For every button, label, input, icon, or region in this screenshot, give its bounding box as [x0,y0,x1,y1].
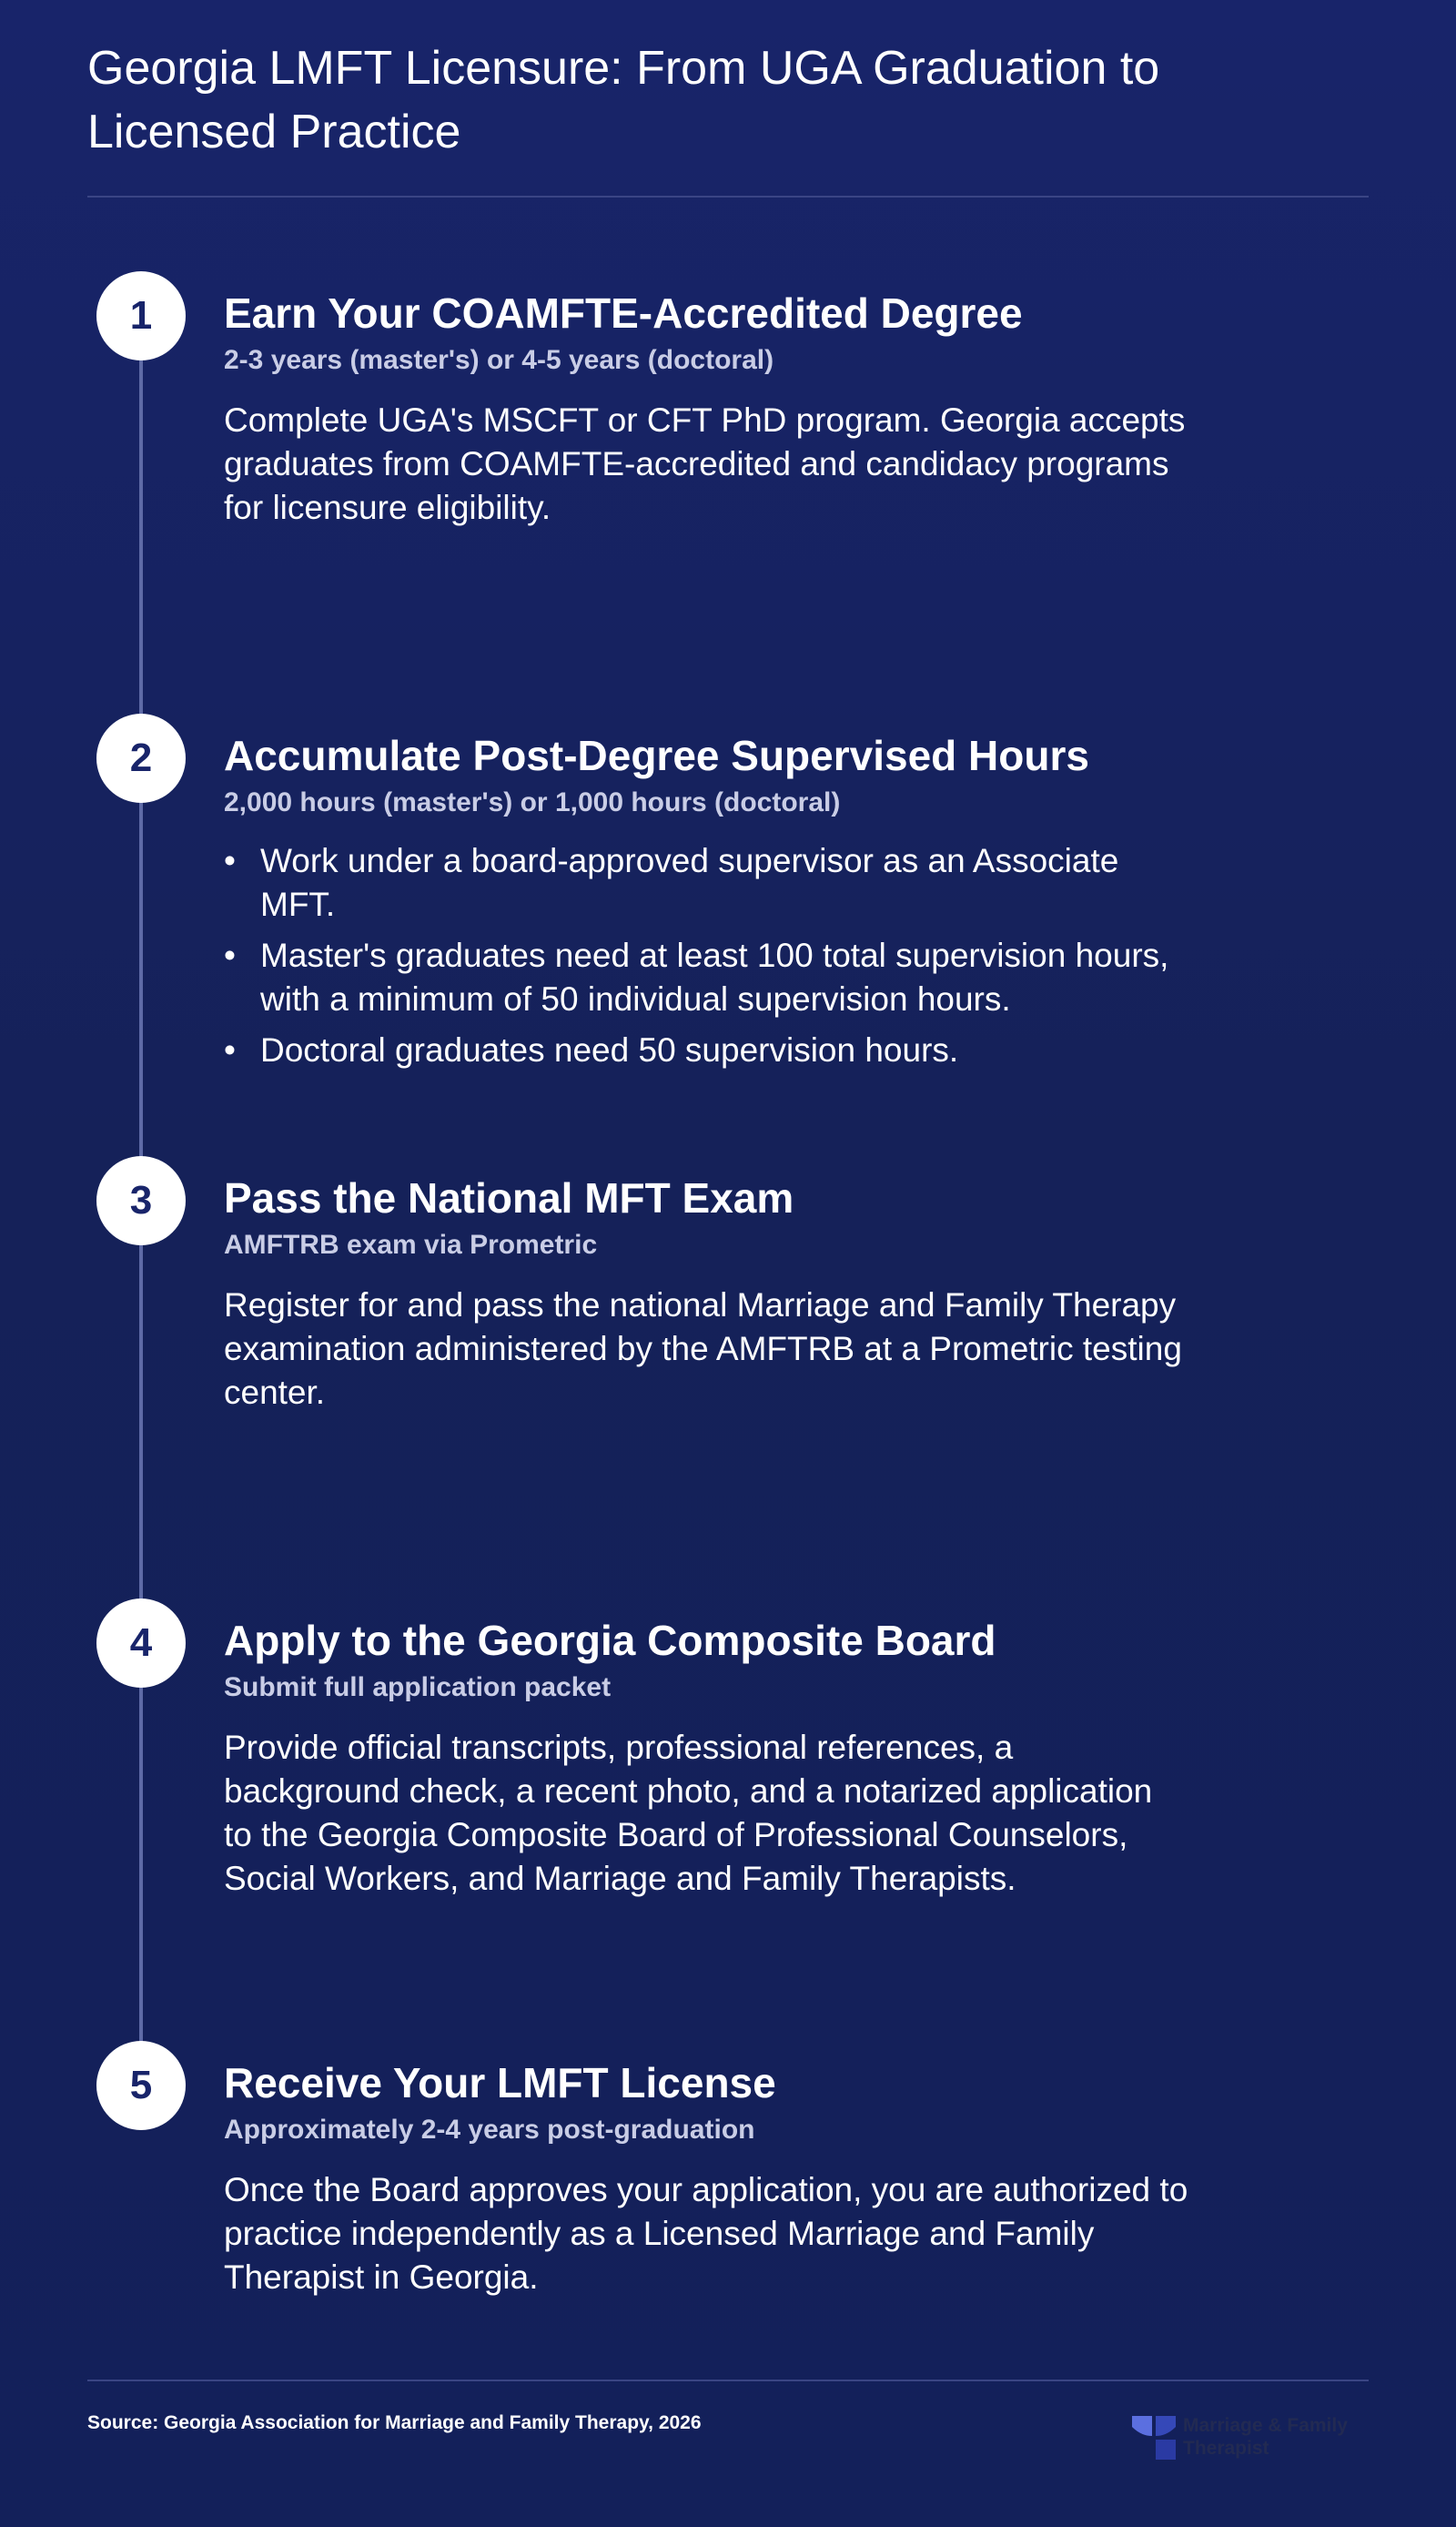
step-number-badge: 5 [96,2041,186,2130]
step-duration: 2,000 hours (master's) or 1,000 hours (doctoral) [224,787,841,817]
logo-text: Marriage & Family Therapist [1183,2415,1348,2459]
step-title: Apply to the Georgia Composite Board [224,1617,996,1664]
list-item-text: Master's graduates need at least 100 total supervision hours, with a minimum of 50 individual supervision hours. [260,937,1169,1018]
step-number-badge: 2 [96,714,186,803]
bullet-icon: • [224,937,236,974]
step-duration: 2-3 years (master's) or 4-5 years (doctoral) [224,345,774,375]
step-title: Receive Your LMFT License [224,2059,776,2106]
step-description: Provide official transcripts, professional references, a background check, a recent photo, and a notarized application to the Georgia Composite Board of Professional Counselors, Social Workers, and Marriage and Family Therapists. [224,1729,1153,1897]
step-number-badge: 3 [96,1156,186,1245]
step-bullet-list [224,839,1170,1072]
bullet-icon: • [224,842,236,879]
step-description: Complete UGA's MSCFT or CFT PhD program. Georgia accepts graduates from COAMFTE-accredited and candidacy programs for licensure eligibility. [224,401,1186,526]
step-description: Once the Board approves your application, you are authorized to practice independently as a Licensed Marriage and Family Therapist in Georgia. [224,2171,1188,2296]
step-content [224,1172,1207,1415]
list-item [224,839,1170,927]
list-item [224,1029,1170,1072]
step-number-badge: 4 [96,1598,186,1688]
title-divider [87,196,1369,198]
step-content [224,2057,1207,2299]
source-citation: Source: Georgia Association for Marriage and Family Therapy, 2026 [87,2412,702,2433]
logo-mark-icon [1128,2412,1179,2463]
step-content [224,288,1207,530]
bullet-icon: • [224,1031,236,1069]
step-content [224,1615,1207,1901]
step-duration: AMFTRB exam via Prometric [224,1230,598,1260]
site-logo [1128,2412,1374,2465]
list-item-text: Work under a board-approved supervisor as an Associate MFT. [260,842,1119,923]
step-duration: Submit full application packet [224,1672,612,1702]
footer-divider [87,2380,1369,2381]
list-item-text: Doctoral graduates need 50 supervision hours. [260,1031,959,1069]
step-duration: Approximately 2-4 years post-graduation [224,2115,755,2145]
list-item [224,934,1170,1021]
step-title: Earn Your COAMFTE-Accredited Degree [224,289,1023,337]
step-content [224,730,1207,1080]
step-description: Register for and pass the national Marriage and Family Therapy examination administered by the AMFTRB at a Prometric testing center. [224,1286,1182,1411]
page-title: Georgia LMFT Licensure: From UGA Graduation to Licensed Practice [87,42,1160,158]
step-number-badge: 1 [96,271,186,360]
step-title: Pass the National MFT Exam [224,1174,794,1222]
step-title: Accumulate Post-Degree Supervised Hours [224,732,1089,779]
